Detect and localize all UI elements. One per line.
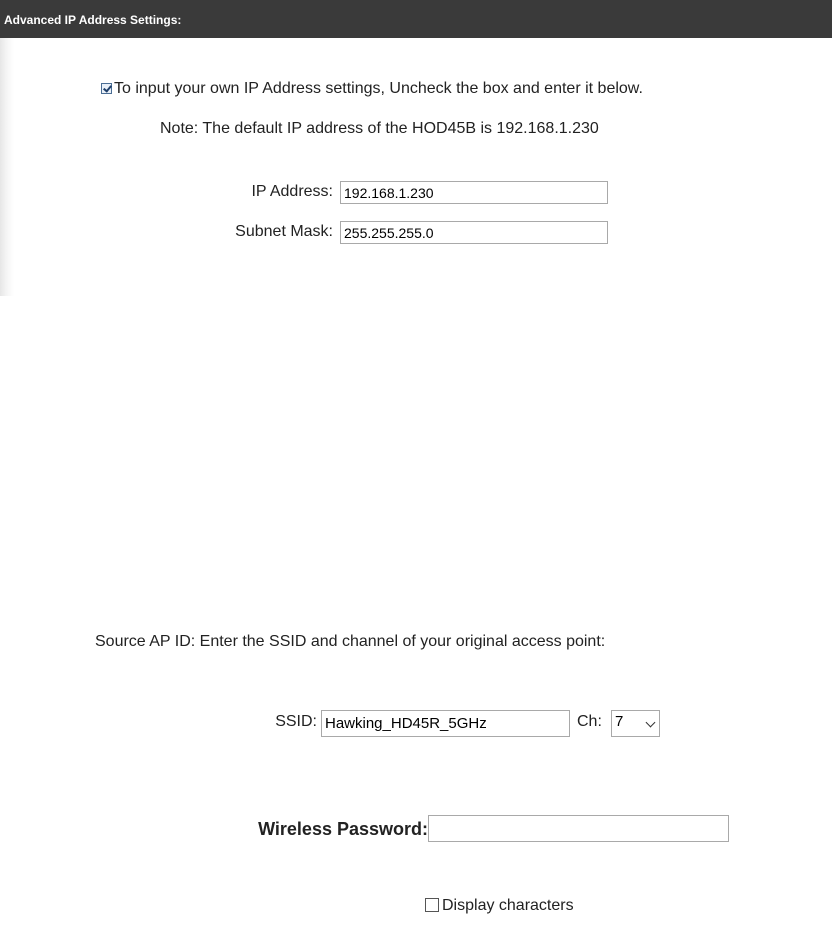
section-title: Advanced IP Address Settings: [4, 13, 182, 27]
default-ip-note: Note: The default IP address of the HOD45B is 192.168.1.230 [160, 120, 599, 137]
display-characters-row [425, 897, 574, 915]
channel-selected-value: 7 [615, 713, 624, 730]
ip-address-label: IP Address: [251, 183, 333, 200]
auto-ip-checkbox-label: To input your own IP Address settings, Uncheck the box and enter it below. [114, 80, 643, 97]
wireless-password-label: Wireless Password: [258, 819, 428, 839]
channel-label: Ch: [577, 713, 602, 730]
channel-select[interactable] [611, 710, 660, 737]
ssid-input[interactable] [321, 710, 570, 737]
subnet-mask-input[interactable] [340, 221, 608, 244]
ip-address-input[interactable] [340, 181, 608, 204]
auto-ip-checkbox[interactable] [101, 83, 112, 94]
display-characters-checkbox[interactable] [425, 898, 439, 912]
ssid-label: SSID: [275, 713, 317, 730]
source-ap-intro: Source AP ID: Enter the SSID and channel of your original access point: [95, 633, 606, 650]
manual-ip-row [101, 80, 643, 98]
subnet-mask-label: Subnet Mask: [235, 223, 333, 240]
section-header [0, 0, 832, 38]
display-characters-label: Display characters [442, 897, 574, 914]
wireless-password-input[interactable] [428, 815, 729, 842]
ip-settings-panel [0, 38, 832, 296]
chevron-down-icon [646, 718, 656, 728]
